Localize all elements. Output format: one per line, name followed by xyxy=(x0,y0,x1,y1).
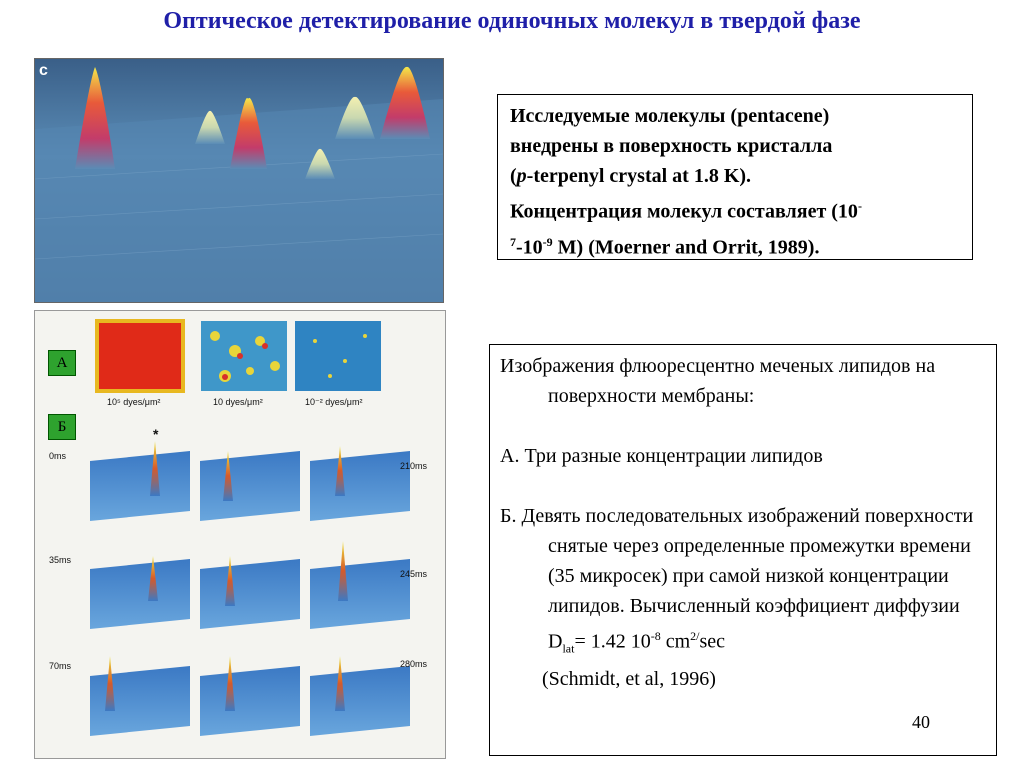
time-label-210ms: 210ms xyxy=(400,461,428,471)
time-label-280ms: 280ms xyxy=(400,659,428,669)
conc-label-3: 10⁻² dyes/μm² xyxy=(305,397,363,407)
box2-item-a: А. Три разные концентрации липидов xyxy=(500,445,823,467)
frame-35ms xyxy=(90,556,190,629)
frame-280ms xyxy=(310,656,410,736)
box1-line-2: внедрены в поверхность кристалла xyxy=(510,135,833,157)
frame-245ms xyxy=(310,541,410,629)
slide-number: 40 xyxy=(912,712,930,732)
frame-1 xyxy=(200,451,300,521)
box1-line-1: Исследуемые молекулы (pentacene) xyxy=(510,105,830,127)
time-label-70ms: 70ms xyxy=(49,661,72,671)
box2-item-b: Б. Девять последовательных изображений поверхности снятые через определенные промежутки времени (35 микросек) при самой низкой концентрации липидов. Вычисленный коэффициент диффузии $D_{lat}= 1.42$ $10^{-8}$ $cm^{2/}\sec$ xyxy=(500,505,974,656)
box1-line-3: (p-terpenyl crystal at 1.8 K). xyxy=(510,165,752,187)
tag-a: А xyxy=(48,350,76,376)
frame-0ms xyxy=(90,441,190,521)
conc-label-1: 10⁵ dyes/μm² xyxy=(107,397,161,407)
single-molecule-surface-figure xyxy=(34,58,444,303)
tag-b: Б xyxy=(48,414,76,440)
box2-citation: (Schmidt, et al, 1996) xyxy=(542,667,716,690)
tile-low-concentration xyxy=(295,321,381,391)
time-series-grid xyxy=(90,441,410,736)
conc-label-2: 10 dyes/μm² xyxy=(213,397,263,407)
frame-2 xyxy=(200,556,300,629)
highlight-marker: * xyxy=(153,426,159,442)
time-label-245ms: 245ms xyxy=(400,569,428,579)
frame-70ms xyxy=(90,656,190,736)
time-label-0ms: 0ms xyxy=(49,451,67,461)
lipid-fluorescence-figure xyxy=(34,310,446,759)
slide-title: Оптическое детектирование одиночных молекул в твердой фазе xyxy=(163,8,861,34)
molecule-description-box xyxy=(497,94,973,260)
panel-letter: c xyxy=(39,62,48,79)
frame-3 xyxy=(200,656,300,736)
tile-high-concentration xyxy=(97,321,183,391)
lipid-panels xyxy=(35,311,445,758)
frame-210ms xyxy=(310,446,410,521)
surface-plot xyxy=(35,59,443,302)
box2-intro: Изображения флюоресцентно меченых липидов на поверхности мембраны: xyxy=(500,355,936,407)
lipid-description-box xyxy=(489,344,997,756)
box1-line-5: $^7-10^{-9}$ M) (Moerner and Orrit, 1989). xyxy=(510,234,820,259)
time-label-35ms: 35ms xyxy=(49,555,72,565)
box1-line-4: Концентрация молекул составляет (10- xyxy=(510,199,862,223)
